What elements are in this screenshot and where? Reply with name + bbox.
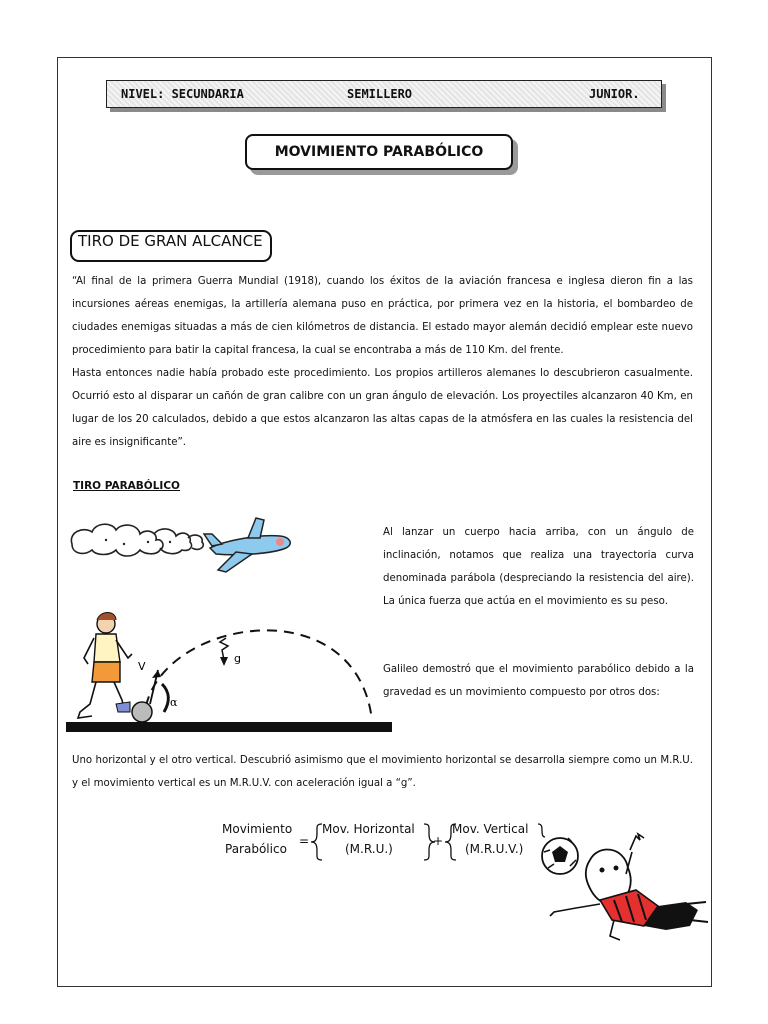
soccer-player-icon	[78, 613, 132, 719]
formula-lhs-line1: Movimiento	[222, 822, 293, 836]
formula-equals: =	[299, 834, 310, 848]
formula-vertical-line1: Mov. Vertical	[452, 822, 529, 836]
paragraph-history: “Al final de la primera Guerra Mundial (1918), cuando los éxitos de la aviación francesa e inglesa dieron fin a las incursiones aéreas enemigas, la artillería alemana puso en práctica, por primera vez en la historia, el bombardeo de ciudades enemigas situadas a más de cien kilómetros de distancia. El estado mayor alemán decidió emplear este nuevo procedimiento para batir la capital francesa, la cual se encontraba a más de 110 Km. del frente.	[72, 276, 693, 356]
airplane-icon	[204, 518, 290, 572]
paragraph-galileo: Galileo demostró que el movimiento parabólico debido a la gravedad es un movimiento compuesto por otros dos:	[383, 664, 694, 698]
goalkeeper-cartoon	[540, 830, 710, 945]
projectile-diagram	[66, 608, 396, 738]
cloud-trail-icon	[71, 524, 203, 556]
paragraph-mru-mruv: Uno horizontal y el otro vertical. Descubrió asimismo que el movimiento horizontal se desarrolla siempre como un M.R.U. y el movimiento vertical es un M.R.U.V. con aceleración igual a “g”.	[72, 755, 693, 789]
ground-bar	[66, 722, 392, 732]
ball-icon	[132, 702, 152, 722]
header-level: NIVEL: SECUNDARIA	[121, 87, 244, 101]
gravity-label: g	[234, 652, 241, 665]
formula-lhs-line2: Parabólico	[225, 842, 287, 856]
airplane-illustration	[66, 512, 296, 577]
subheading-tiro-parabolico: TIRO PARABÓLICO	[73, 480, 180, 492]
header-junior: JUNIOR.	[589, 87, 640, 101]
section-heading-gran-alcance: TIRO DE GRAN ALCANCE	[78, 232, 263, 250]
angle-label: α	[170, 696, 178, 709]
formula-vertical-line2: (M.R.U.V.)	[465, 842, 524, 856]
paragraph-discovery: Hasta entonces nadie había probado este procedimiento. Los propios artilleros alemanes lo descubrieron casualmente. Ocurrió esto al disparar un cañón de gran calibre con un gran ángulo de elevación. Los proyectiles alcanzaron 40 Km, en lugar de los 20 calculados, debido a que estos alcanzaron las altas capas de la atmósfera en las cuales la resistencia del aire es insignificante”.	[72, 368, 693, 448]
paragraph-parabola-definition: Al lanzar un cuerpo hacia arriba, con un ángulo de inclinación, notamos que realiza una trayectoria curva denominada parábola (despreciando la resistencia del aire). La única fuerza que actúa en el movimiento es su peso.	[383, 527, 694, 607]
header-bar	[106, 80, 662, 108]
formula-plus: +	[433, 834, 444, 848]
header-semillero: SEMILLERO	[347, 87, 413, 101]
soccer-ball-icon	[542, 838, 578, 874]
angle-arc	[162, 684, 168, 712]
formula-horizontal-line2: (M.R.U.)	[345, 842, 393, 856]
velocity-label: V	[138, 660, 146, 673]
formula-horizontal-line1: Mov. Horizontal	[322, 822, 415, 836]
parabola-trajectory	[146, 630, 372, 720]
page-title: MOVIMIENTO PARABÓLICO	[245, 134, 513, 170]
gravity-arrow	[220, 638, 228, 660]
